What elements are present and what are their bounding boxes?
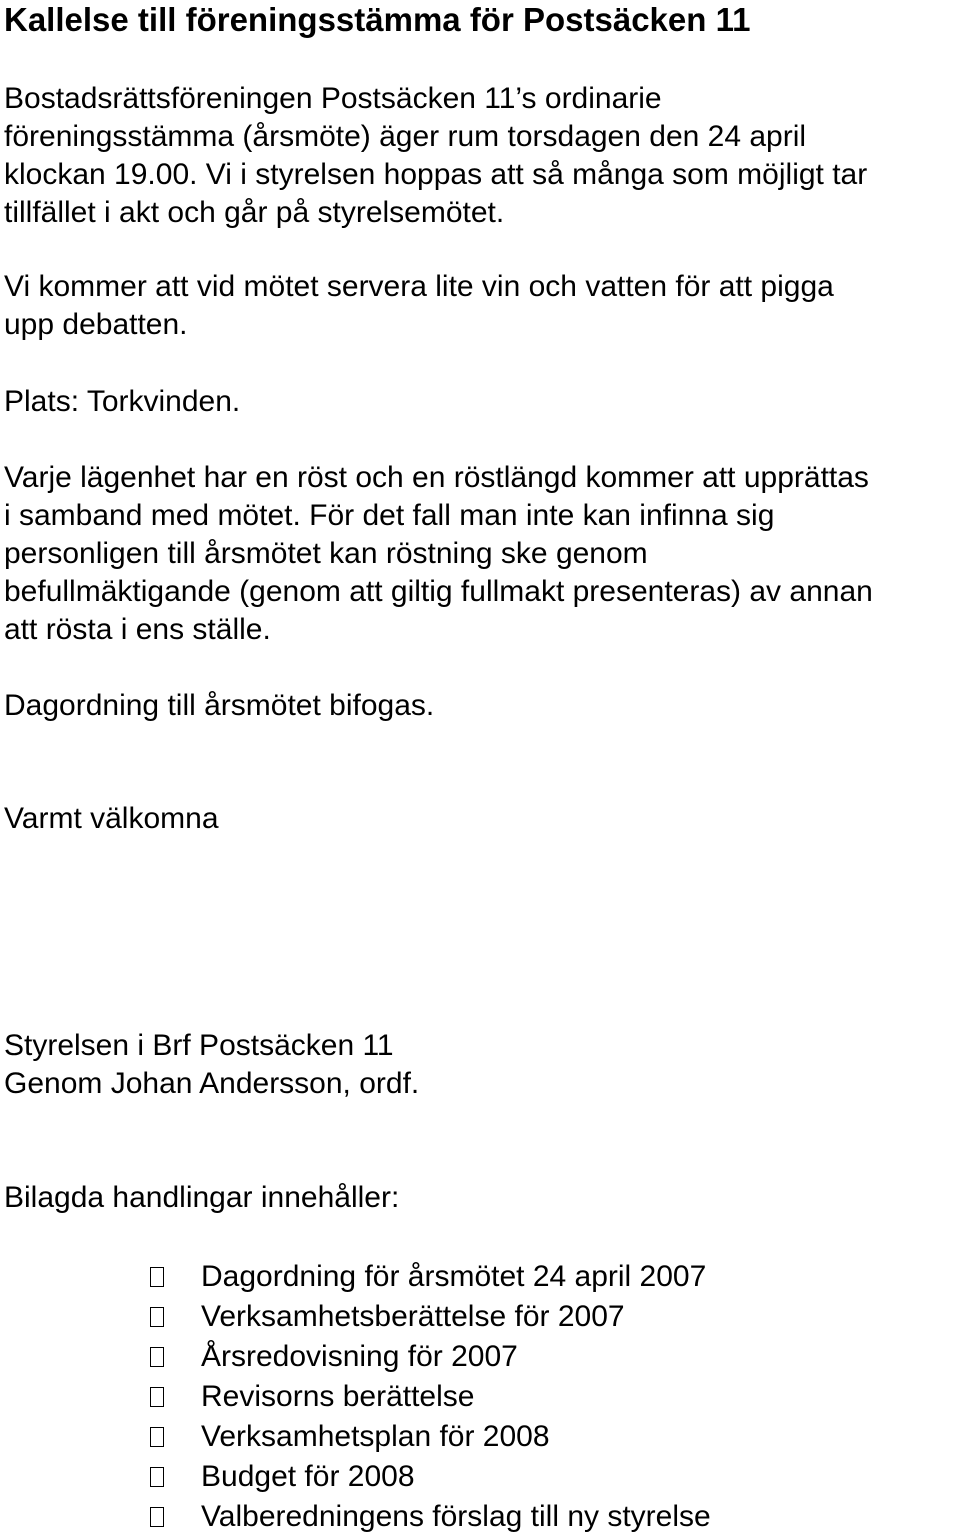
paragraph-line: befullmäktigande (genom att giltig fullmakt presenteras) av annan	[4, 575, 873, 608]
list-item-label: Budget för 2008	[201, 1460, 415, 1493]
signature-line: Styrelsen i Brf Postsäcken 11	[4, 1029, 394, 1062]
checkbox-square-icon	[150, 1267, 164, 1287]
checkbox-square-icon	[150, 1507, 164, 1527]
agenda-note: Dagordning till årsmötet bifogas.	[4, 689, 435, 722]
attachments-heading: Bilagda handlingar innehåller:	[4, 1181, 400, 1214]
checkbox-square-icon	[150, 1307, 164, 1327]
paragraph-line: att rösta i ens ställe.	[4, 613, 271, 646]
list-item-label: Revisorns berättelse	[201, 1380, 475, 1413]
list-item-label: Verksamhetsberättelse för 2007	[201, 1300, 625, 1333]
paragraph-line: klockan 19.00. Vi i styrelsen hoppas att så många som möjligt tar	[4, 158, 868, 191]
checkbox-square-icon	[150, 1347, 164, 1367]
list-item-label: Valberedningens förslag till ny styrelse	[201, 1500, 711, 1533]
checkbox-square-icon	[150, 1427, 164, 1447]
list-item	[150, 1257, 711, 1297]
paragraph-line: personligen till årsmötet kan röstning ske genom	[4, 537, 648, 570]
paragraph-line: Varje lägenhet har en röst och en röstlängd kommer att upprättas	[4, 461, 869, 494]
paragraph-line: tillfället i akt och går på styrelsemötet.	[4, 196, 505, 229]
paragraph-line: Vi kommer att vid mötet servera lite vin och vatten för att pigga	[4, 270, 834, 303]
list-item	[150, 1297, 711, 1337]
list-item	[150, 1457, 711, 1497]
location-line: Plats: Torkvinden.	[4, 385, 241, 418]
list-item-label: Verksamhetsplan för 2008	[201, 1420, 550, 1453]
list-item	[150, 1337, 711, 1377]
checkbox-square-icon	[150, 1387, 164, 1407]
checkbox-square-icon	[150, 1467, 164, 1487]
list-item	[150, 1377, 711, 1417]
list-item-label: Årsredovisning för 2007	[201, 1340, 518, 1373]
paragraph-line: upp debatten.	[4, 308, 188, 341]
greeting: Varmt välkomna	[4, 802, 219, 835]
attachments-list	[150, 1257, 711, 1537]
document-title: Kallelse till föreningsstämma för Postsäcken 11	[4, 1, 751, 38]
list-item-label: Dagordning för årsmötet 24 april 2007	[201, 1260, 707, 1293]
signature-line: Genom Johan Andersson, ordf.	[4, 1067, 420, 1100]
list-item	[150, 1417, 711, 1457]
paragraph-line: i samband med mötet. För det fall man inte kan infinna sig	[4, 499, 775, 532]
paragraph-line: föreningsstämma (årsmöte) äger rum torsdagen den 24 april	[4, 120, 807, 153]
paragraph-line: Bostadsrättsföreningen Postsäcken 11’s ordinarie	[4, 82, 662, 115]
list-item	[150, 1497, 711, 1537]
